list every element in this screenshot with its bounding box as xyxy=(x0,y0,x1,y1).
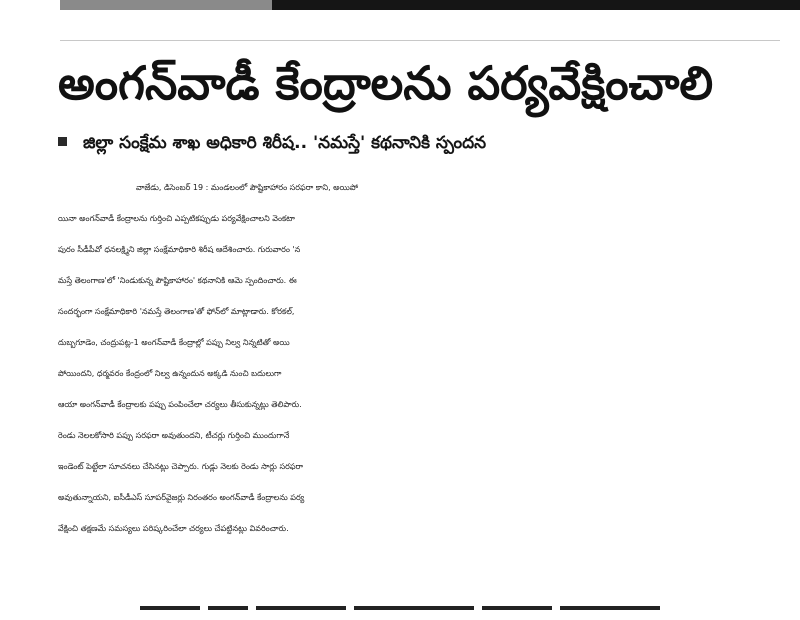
article-body xyxy=(58,172,798,544)
square-bullet-icon xyxy=(58,137,67,146)
cropped-next-line-fragment xyxy=(140,606,800,620)
top-decorative-bar xyxy=(0,0,800,12)
body-line: ఇండెంట్ పెట్టేలా సూచనలు చేసినట్లు చెప్పారు. గుడ్లు నెలకు రెండు సార్లు సరఫరా xyxy=(58,462,304,471)
top-bar-black-segment xyxy=(272,0,800,10)
body-line: సందర్భంగా సంక్షేమాధికారి 'నమస్తే తెలంగాణ'తో ఫోన్‌లో మాట్లాడారు. కోరకల్, xyxy=(58,307,295,316)
body-line: ఆయా అంగన్‌వాడీ కేంద్రాలకు పప్పు పంపించేలా చర్యలు తీసుకున్నట్లు తెలిపారు. xyxy=(58,400,302,409)
article-subheadline: జిల్లా సంక్షేమ శాఖ అధికారి శిరీష.. 'నమస్తే' కథనానికి స్పందన xyxy=(83,133,487,153)
article-subheadline-row xyxy=(58,128,788,158)
body-line: వాజేడు, డిసెంబర్ 19 : మండలంలో పౌష్టికాహారం సరఫరా కాని, అయిపో xyxy=(136,183,358,192)
top-bar-grey-segment xyxy=(60,0,272,10)
body-line: పోయిందని, ధర్మవరం కేంద్రంలో నిల్వ ఉన్నందున అక్కడి నుంచి బదులుగా xyxy=(58,369,282,378)
article-headline: అంగన్‌వాడీ కేంద్రాలను పర్యవేక్షించాలి xyxy=(58,56,714,110)
header-divider xyxy=(60,40,780,41)
body-line: దుబ్బగూడెం, చంద్రుపట్ల-1 అంగన్‌వాడీ కేంద్రాల్లో పప్పు నిల్వ నిన్నటితో అయి xyxy=(58,338,290,347)
body-line: యినా అంగన్‌వాడీ కేంద్రాలను గుర్తించి ఎప్పటికప్పుడు పర్యవేక్షించాలని వెంకటా xyxy=(58,214,295,223)
body-line: పురం సీడీపీవో ధనలక్ష్మిని జిల్లా సంక్షేమాధికారి శిరీష ఆదేశించారు. గురువారం 'న xyxy=(58,245,301,254)
body-line: వేక్షించి తక్షణమే సమస్యలు పరిష్కరించేలా చర్యలు చేపట్టినట్లు వివరించారు. xyxy=(58,524,289,533)
body-line: మస్తే తెలంగాణ'లో 'నిండుకున్న పౌష్టికాహారం' కథనానికి ఆమె స్పందించారు. ఈ xyxy=(58,276,297,285)
body-line: రెండు నెలలకోసారి పప్పు సరఫరా అవుతుందని, టీచర్లు గుర్తించి ముందుగానే xyxy=(58,431,290,440)
body-line: అవుతున్నాయని, ఐసీడీఎస్ సూపర్‌వైజర్లు నిరంతరం అంగన్‌వాడీ కేంద్రాలను పర్య xyxy=(58,493,305,502)
